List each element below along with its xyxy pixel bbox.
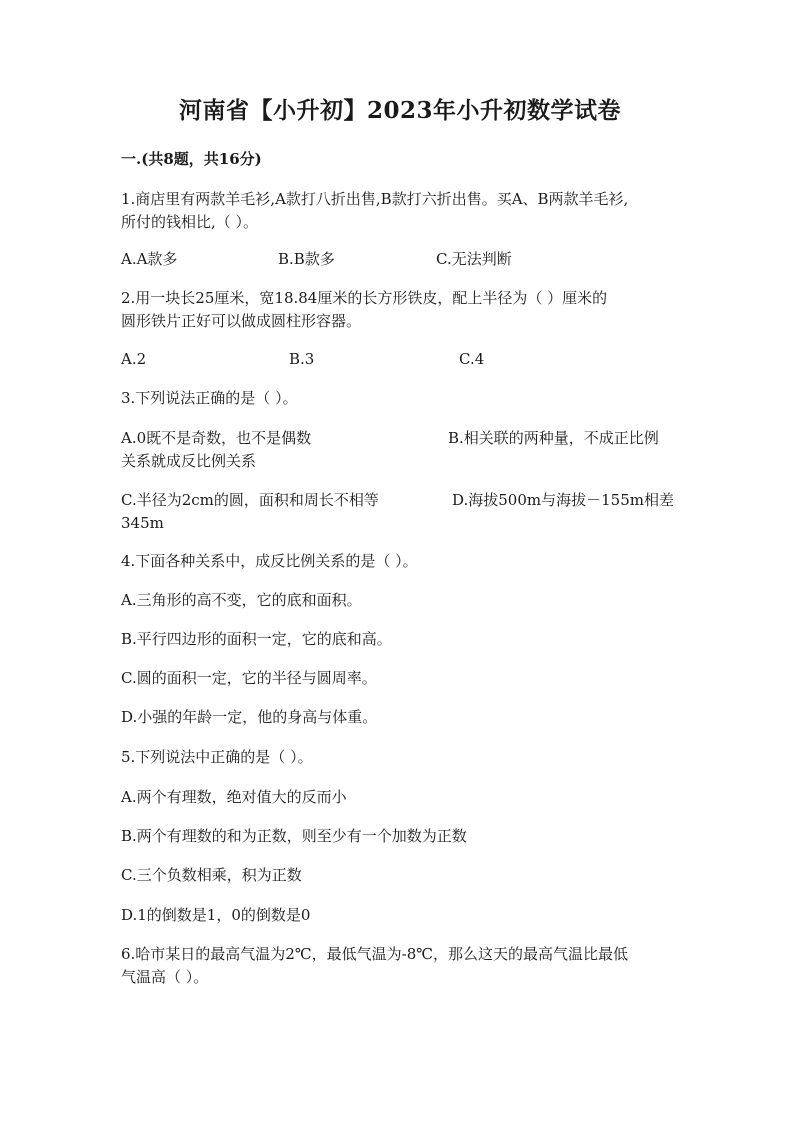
q3-option-b-line1: B.相关联的两种量，不成正比例 <box>448 429 659 447</box>
q3-option-c: C.半径为2cm的圆，面积和周长不相等 <box>121 491 379 509</box>
q3-option-a: A.0既不是奇数，也不是偶数 <box>121 429 312 447</box>
q5-stem: 5.下列说法中正确的是（ ）。 <box>121 748 313 766</box>
q4-option-b: B.平行四边形的面积一定，它的底和高。 <box>121 630 392 648</box>
section-header: 一.(共8题，共16分) <box>121 150 262 168</box>
q5-option-c: C.三个负数相乘，积为正数 <box>121 866 302 884</box>
q5-option-b: B.两个有理数的和为正数，则至少有一个加数为正数 <box>121 827 467 845</box>
q2-option-c: C.4 <box>459 350 485 368</box>
q2-stem-line1: 2.用一块长25厘米，宽18.84厘米的长方形铁皮，配上半径为（ ）厘米的 <box>121 289 608 307</box>
q3-stem: 3.下列说法正确的是（ ）。 <box>121 389 298 407</box>
q6-stem-line2: 气温高（ ）。 <box>121 968 209 986</box>
q2-stem-line2: 圆形铁片正好可以做成圆柱形容器。 <box>121 312 362 330</box>
q4-option-a: A.三角形的高不变，它的底和面积。 <box>121 591 362 609</box>
q3-option-d-line2: 345m <box>121 514 164 532</box>
q4-stem: 4.下面各种关系中，成反比例关系的是（ ）。 <box>121 552 418 570</box>
q2-option-b: B.3 <box>289 350 315 368</box>
q1-option-b: B.B款多 <box>278 250 335 268</box>
q1-stem-line1: 1.商店里有两款羊毛衫,A款打八折出售,B款打六折出售。买A、B两款羊毛衫, <box>121 190 629 208</box>
q4-option-d: D.小强的年龄一定，他的身高与体重。 <box>121 708 378 726</box>
q1-option-c: C.无法判断 <box>436 250 512 268</box>
q1-option-a: A.A款多 <box>121 250 178 268</box>
q1-stem-line2: 所付的钱相比,（ ）。 <box>121 213 259 231</box>
q3-option-d-line1: D.海拔500m与海拔－155m相差 <box>452 491 674 509</box>
q2-option-a: A.2 <box>121 350 147 368</box>
q3-option-b-line2: 关系就成反比例关系 <box>121 452 257 470</box>
exam-title: 河南省【小升初】2023年小升初数学试卷 <box>178 97 621 124</box>
q4-option-c: C.圆的面积一定，它的半径与圆周率。 <box>121 669 377 687</box>
q5-option-a: A.两个有理数，绝对值大的反而小 <box>121 788 347 806</box>
q5-option-d: D.1的倒数是1，0的倒数是0 <box>121 906 311 924</box>
q6-stem-line1: 6.哈市某日的最高气温为2℃，最低气温为-8℃，那么这天的最高气温比最低 <box>121 945 629 963</box>
